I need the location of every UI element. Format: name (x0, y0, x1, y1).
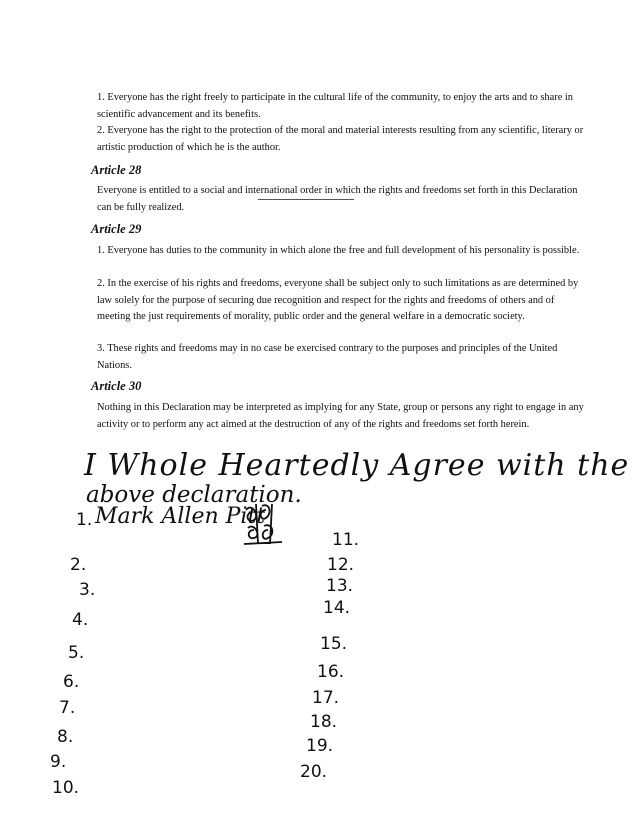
signature-number-6: 6. (63, 672, 80, 692)
article30-paragraph-1: Nothing in this Declaration may be interpreted as implying for any State, group or persons any right to engage in any activity or to perform any act aimed at the destruction of any of the rights and freedoms set forth herein. (97, 402, 584, 430)
signature-number-16: 16. (317, 662, 345, 682)
signature-number-10: 10. (52, 778, 80, 798)
signature-number-4: 4. (72, 610, 89, 630)
handwritten-agreement-line-1: I Whole Heartedly Agree with the (84, 448, 630, 483)
signature-number-11: 11. (332, 530, 360, 550)
scan-mark (258, 199, 354, 200)
signature-number-9: 9. (50, 752, 67, 772)
signature-number-18: 18. (310, 712, 338, 732)
handwritten-agreement-line-2: above declaration. (86, 482, 302, 508)
signature-number-19: 19. (306, 736, 334, 756)
signature-number-14: 14. (323, 598, 351, 618)
signature-number-1: 1. (76, 510, 93, 530)
article29-paragraph-3: 3. These rights and freedoms may in no case be exercised contrary to the purposes and principles of the United Nations. (97, 343, 558, 371)
signature-number-13: 13. (326, 576, 354, 596)
handwritten-signature: Mark Allen Pitt (95, 504, 266, 529)
article27-paragraph-1: 1. Everyone has the right freely to participate in the cultural life of the community, to enjoy the arts and to share in scientific advancement and its benefits. (97, 92, 573, 120)
article28-heading: Article 28 (91, 163, 142, 177)
article27-paragraph-2: 2. Everyone has the right to the protection of the moral and material interests resulting from any scientific, literary or artistic production of which he is the author. (97, 125, 584, 153)
article30-heading: Article 30 (91, 379, 142, 393)
article29-paragraph-1: 1. Everyone has duties to the community in which alone the free and full development of his personality is possible. (97, 245, 580, 256)
article29-heading: Article 29 (91, 222, 142, 236)
signature-number-8: 8. (57, 727, 74, 747)
signature-number-7: 7. (59, 698, 76, 718)
signature-number-12: 12. (327, 555, 355, 575)
article29-paragraph-2: 2. In the exercise of his rights and freedoms, everyone shall be subject only to such limitations as are determined by law solely for the purpose of securing due recognition and respect for the rights and freedoms of others and of meeting the just requirements of morality, public order and the general welfare in a democratic society. (97, 278, 579, 322)
signature-number-17: 17. (312, 688, 340, 708)
signature-scribble-icon (242, 502, 284, 546)
article28-paragraph-1: Everyone is entitled to a social and international order in which the rights and freedoms set forth in this Declaration can be fully realized. (97, 185, 578, 213)
signature-number-3: 3. (79, 580, 96, 600)
signature-number-15: 15. (320, 634, 348, 654)
signature-number-2: 2. (70, 555, 87, 575)
signature-number-5: 5. (68, 643, 85, 663)
signature-number-20: 20. (300, 762, 328, 782)
